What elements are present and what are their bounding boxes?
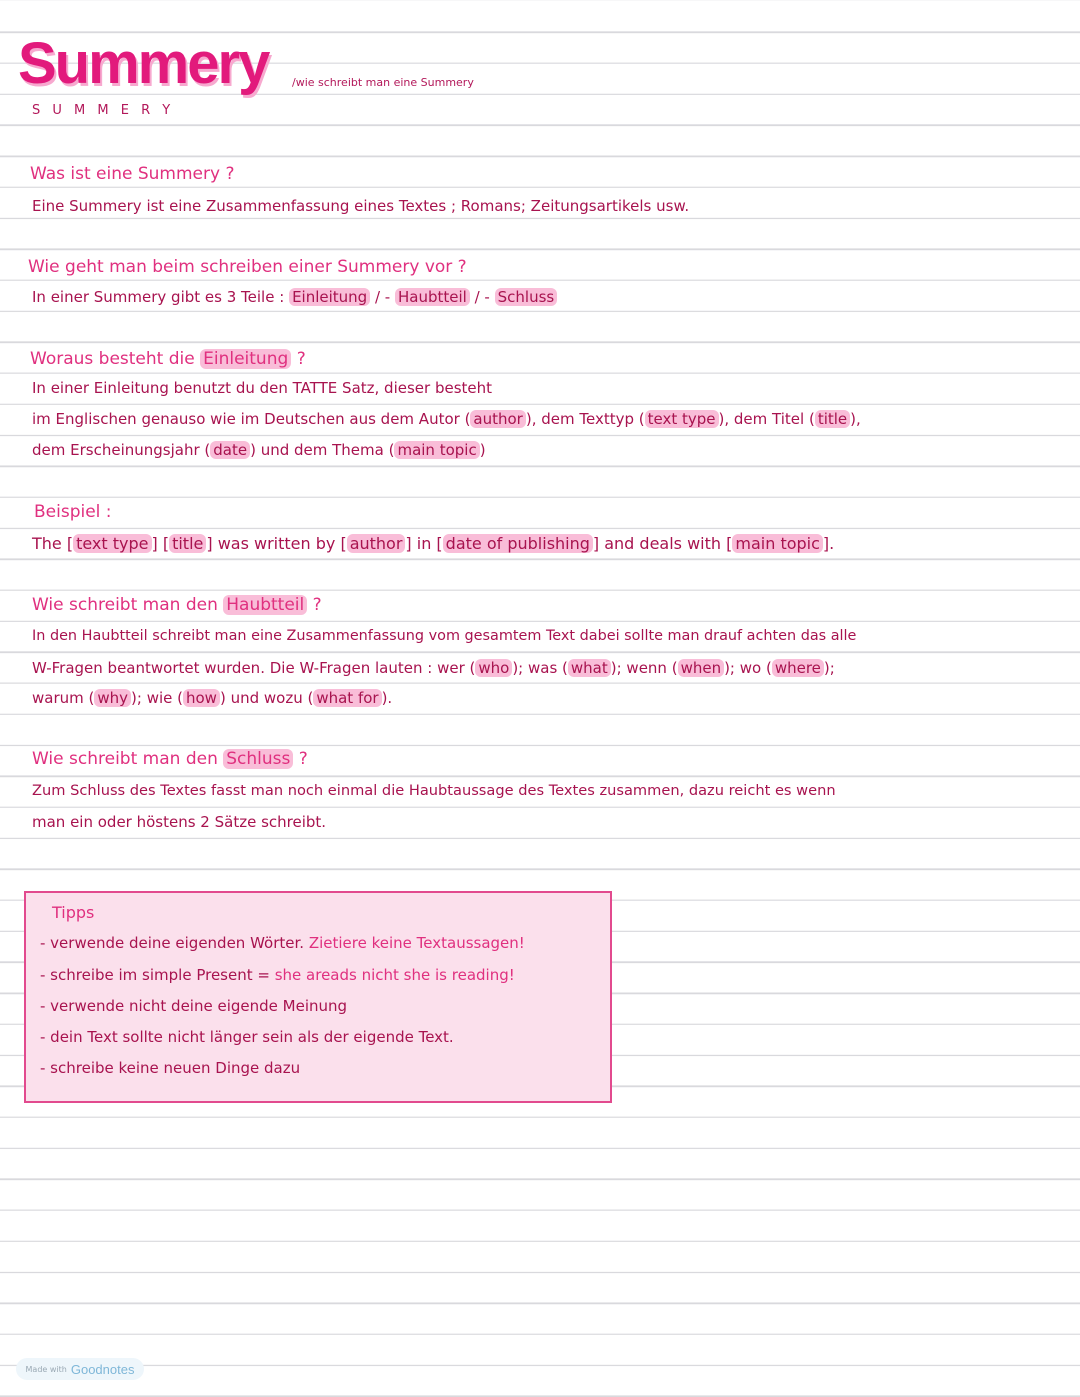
heading-text: Wie schreibt man den [32,595,218,615]
hl-date: date [210,441,250,459]
heading-highlight: Schluss [223,749,293,769]
heading-example: Beispiel : [34,502,112,522]
text: ), [850,410,861,428]
einleitung-line-1: In einer Einleitung benutzt du den TATTE Satz, dieser besteht [32,379,493,397]
text: W-Fragen beantwortet wurden. Die W-Fragen lauten : wer ( [32,659,476,677]
hl-main-topic: main topic [394,441,479,459]
text: The [ [32,534,74,553]
hl-author: author [470,410,525,428]
heading-question-mark: ? [312,595,322,615]
text: ] was written by [ [206,534,347,553]
page-title: Summery [18,31,269,96]
text: ), dem Titel ( [718,410,815,428]
tips-title: Tipps [52,903,95,922]
heading-schluss [32,749,308,769]
hl-where: where [772,659,824,677]
page-subtitle: /wie schreibt man eine Summery [292,76,474,89]
tip-3: - verwende nicht deine eigende Meinung [40,997,348,1015]
heading-question-mark: ? [296,349,306,369]
text-three-parts [32,288,557,306]
text: ); [823,659,835,677]
tip-text: - verwende deine eigenden Wörter. [40,934,305,952]
hl-when: when [678,659,725,677]
text: ]. [822,534,835,553]
haubtteil-line-2 [32,659,835,677]
text: ), dem Texttyp ( [525,410,645,428]
text: ] and deals with [ [592,534,733,553]
part-haubtteil: Haubtteil [395,288,470,306]
part-schluss: Schluss [495,288,558,306]
einleitung-line-2 [32,410,861,428]
text: ) und wozu ( [219,689,314,707]
text: ] [ [151,534,170,553]
heading-highlight: Haubtteil [223,595,307,615]
text: ); wo ( [724,659,772,677]
text: dem Erscheinungsjahr ( [32,441,211,459]
heading-haubtteil [32,595,322,615]
hl-title: title [815,410,850,428]
heading-question-mark: ? [298,749,308,769]
goodnotes-logo: Goodnotes [70,1361,135,1377]
text: ). [381,689,393,707]
hl-what-for: what for [313,689,381,707]
tip-text: - schreibe im simple Present = [40,966,270,984]
hl-text-type: text type [73,534,151,553]
separator: / - [374,288,391,306]
goodnotes-badge [16,1358,144,1380]
hl-text-type: text type [645,410,719,428]
schluss-line-2: man ein oder höstens 2 Sätze schreibt. [32,813,327,831]
text: warum ( [32,689,95,707]
heading-how-to: Wie geht man beim schreiben einer Summery vor ? [28,257,467,277]
made-with-label: Made with [25,1364,67,1374]
hl-date: date of publishing [443,534,593,553]
hl-how: how [183,689,220,707]
text: ) [479,441,486,459]
part-einleitung: Einleitung [289,288,370,306]
text: ] in [ [405,534,443,553]
text-what-is: Eine Summery ist eine Zusammenfassung eines Textes ; Romans; Zeitungsartikels usw. [32,197,690,215]
einleitung-line-3 [32,441,486,459]
hl-main-topic: main topic [732,534,823,553]
tip-4: - dein Text sollte nicht länger sein als der eigende Text. [40,1028,454,1046]
heading-what-is: Was ist eine Summery ? [30,164,235,184]
haubtteil-line-3 [32,689,392,707]
hl-title: title [169,534,206,553]
haubtteil-line-1: In den Haubtteil schreibt man eine Zusammenfassung vom gesamtem Text dabei sollte man drauf achten das alle [32,628,857,644]
hl-who: who [475,659,512,677]
tip-2 [40,966,515,984]
hl-author: author [347,534,406,553]
heading-text: Woraus besteht die [30,349,195,369]
text: im Englischen genauso wie im Deutschen aus dem Autor ( [32,410,471,428]
tip-emphasis: she areads nicht she is reading! [274,966,515,984]
text: ) und dem Thema ( [250,441,395,459]
text: ); wenn ( [610,659,678,677]
heading-einleitung [30,349,306,369]
text: ); was ( [512,659,568,677]
example-sentence [32,534,834,553]
hl-what: what [568,659,611,677]
schluss-line-1: Zum Schluss des Textes fasst man noch einmal die Haubtaussage des Textes zusammen, dazu reicht es wenn [32,782,836,799]
spaced-title: S U M M E R Y [32,103,173,118]
tip-5: - schreibe keine neuen Dinge dazu [40,1059,301,1077]
tip-1 [40,934,525,952]
heading-highlight: Einleitung [200,349,291,369]
separator: / - [474,288,490,306]
hl-why: why [94,689,131,707]
three-parts-intro: In einer Summery gibt es 3 Teile : [32,288,285,306]
text: ); wie ( [131,689,183,707]
tip-emphasis: Zietiere keine Textaussagen! [308,934,525,952]
heading-text: Wie schreibt man den [32,749,218,769]
